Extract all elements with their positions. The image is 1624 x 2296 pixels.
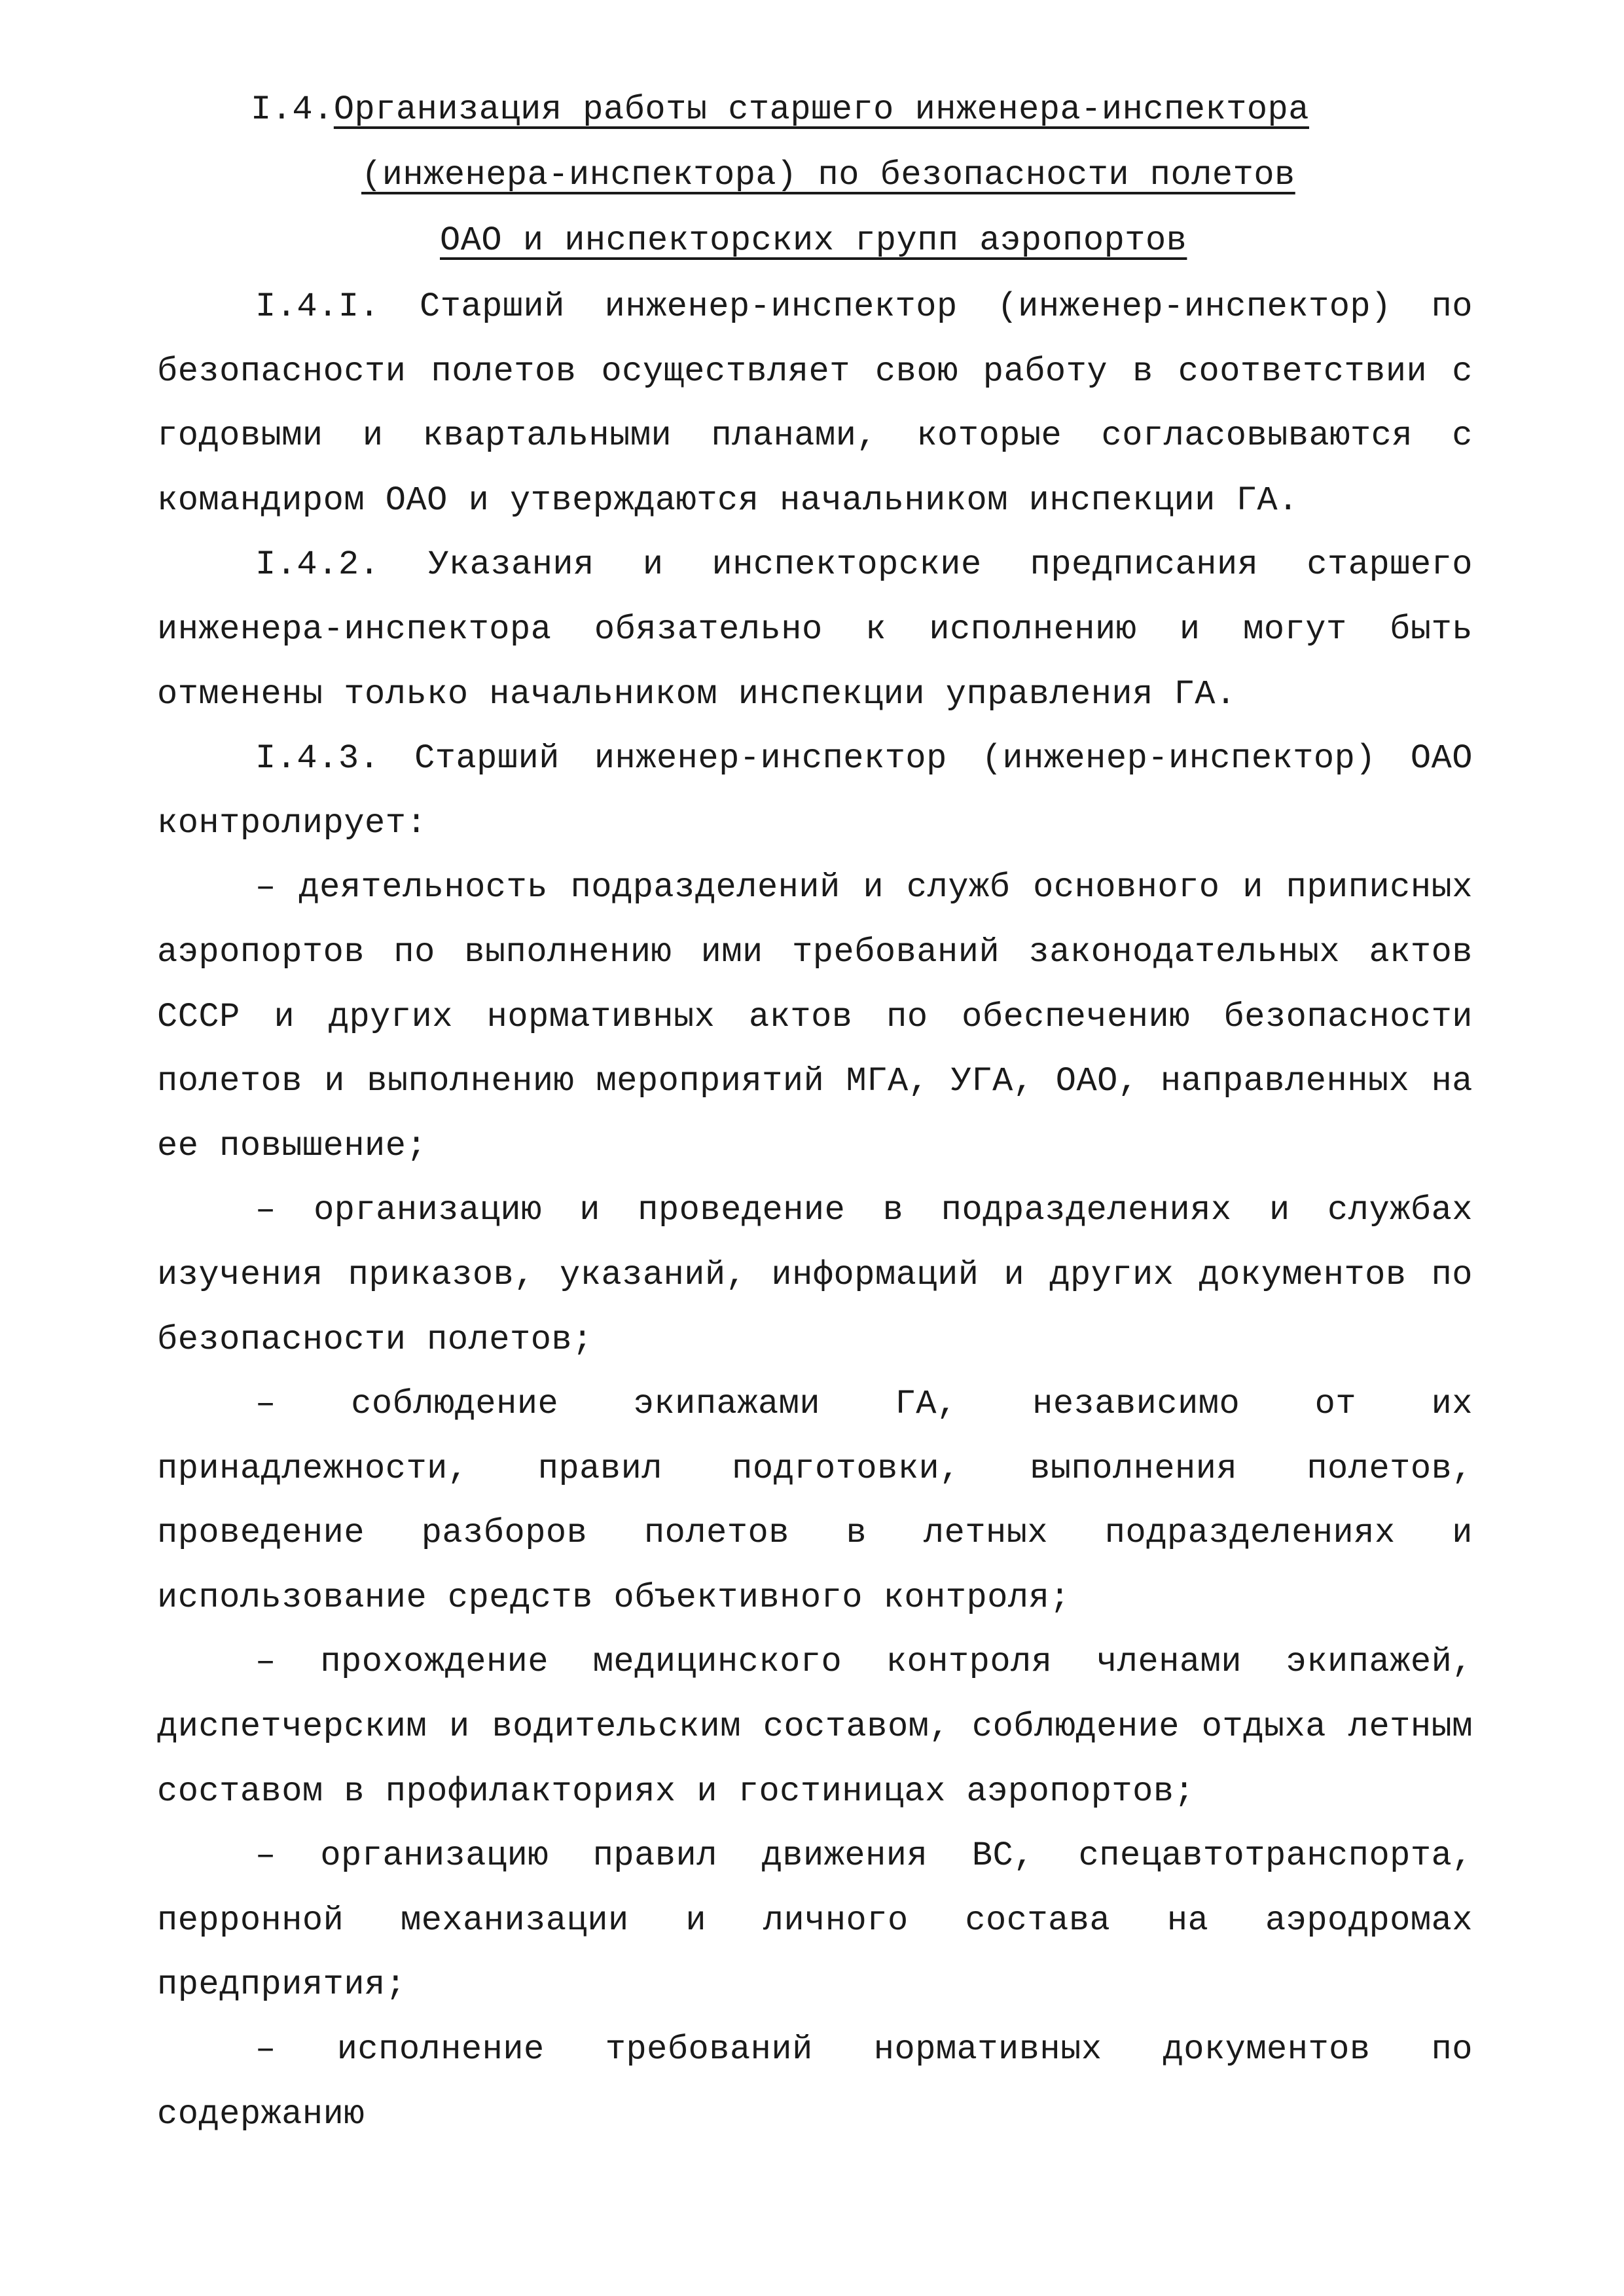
list-item-crew-compliance: – соблюдение экипажами ГА, независимо от их принадлежности, правил подготовки, выполнения полетов, проведение разборов полетов в летных подразделениях и использование средств объективного контроля; [157,1385,1473,1617]
list-item-traffic-rules: – организацию правил движения ВС, спецавтотранспорта, перронной механизации и личного состава на аэродромах предприятия; [157,1836,1473,2005]
section-title-line-3: ОАО и инспекторских групп аэропортов [440,221,1187,260]
paragraph-1-4-2: I.4.2. Указания и инспекторские предписания старшего инженера-инспектора обязательно к исполнению и могут быть отменены только начальником инспекции управления ГА. [157,545,1473,714]
list-item-medical-control: – прохождение медицинского контроля членами экипажей, диспетчерским и водительским составом, соблюдение отдыха летным составом в профилакториях и гостиницах аэропортов; [157,1643,1473,1811]
paragraph-1-4-1: I.4.I. Старший инженер-инспектор (инженер-инспектор) по безопасности полетов осуществляет свою работу в соответствии с годовыми и квартальными планами, которые согласовываются с командиром ОАО и утверждаются начальником инспекции ГА. [157,287,1473,520]
list-item-document-study: – организацию и проведение в подразделениях и службах изучения приказов, указаний, информаций и других документов по безопасности полетов; [157,1191,1473,1359]
paragraph-1-4-3: I.4.3. Старший инженер-инспектор (инженер-инспектор) ОАО контролирует: [157,739,1473,843]
list-item-normative-requirements: – исполнение требований нормативных документов по содержанию [157,2030,1473,2134]
list-item-activity-control: – деятельность подразделений и служб основного и приписных аэропортов по выполнению ими требований законодательных актов СССР и других нормативных актов по обеспечению безопасности полетов и выполнению мероприятий МГА, УГА, ОАО, направленных на ее повышение; [157,868,1473,1165]
section-number: I.4. [251,90,334,129]
section-title-text-1: Организация работы старшего инженера-инспектора [333,90,1309,129]
section-title-line-1 [251,77,1309,143]
section-title-line-2: (инженера-инспектора) по безопасности полетов [361,156,1295,194]
document-body [157,275,1473,2147]
